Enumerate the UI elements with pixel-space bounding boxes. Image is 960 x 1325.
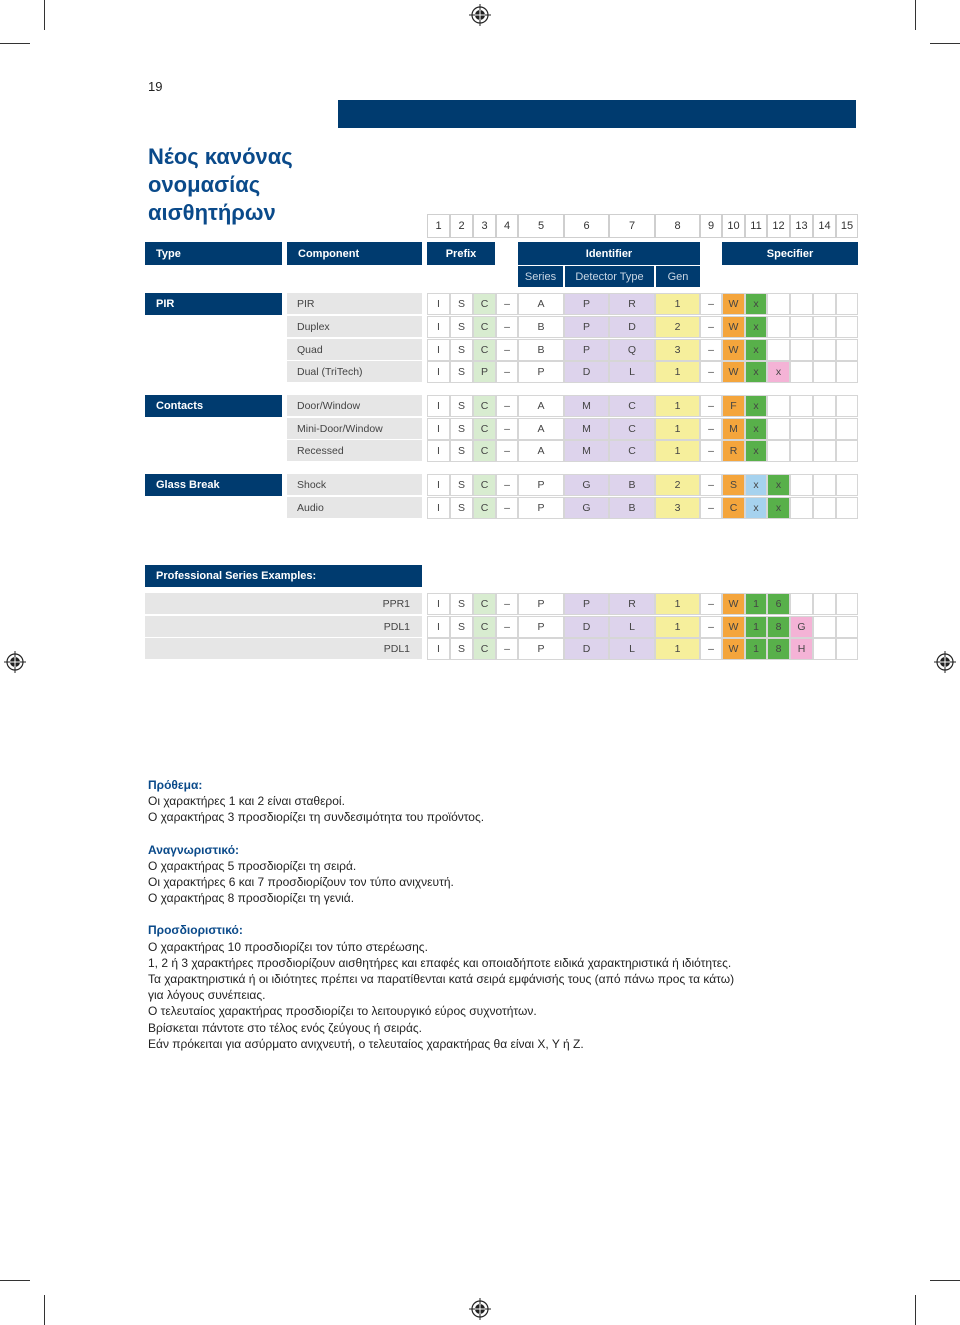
code-cell: – (700, 395, 722, 417)
registration-mark-icon (469, 4, 491, 26)
crop-mark (0, 1280, 30, 1281)
code-cell: x (745, 418, 767, 440)
code-cell: M (722, 418, 745, 440)
code-cell: – (700, 440, 722, 462)
registration-mark-icon (934, 651, 956, 673)
identifier-heading: Αναγνωριστικό: (148, 842, 240, 857)
header-prefix: Prefix (427, 242, 495, 265)
code-cell (790, 474, 813, 496)
code-cell: – (496, 638, 518, 660)
code-cell (836, 395, 858, 417)
code-cell (836, 293, 858, 315)
registration-mark-icon (469, 1298, 491, 1320)
subheader-detector-type: Detector Type (564, 265, 654, 287)
prefix-line: Οι χαρακτήρες 1 και 2 είναι σταθεροί. (148, 794, 345, 809)
component-cell: Audio (287, 497, 422, 519)
code-cell: – (496, 316, 518, 338)
code-cell: S (722, 474, 745, 496)
code-cell: – (496, 339, 518, 361)
column-number: 4 (496, 214, 518, 238)
code-cell: I (427, 616, 450, 638)
code-cell: x (745, 316, 767, 338)
code-cell (836, 440, 858, 462)
code-cell: M (564, 440, 609, 462)
component-cell: Door/Window (287, 395, 422, 417)
crop-mark (44, 0, 45, 30)
code-cell: C (609, 418, 655, 440)
column-number: 7 (609, 214, 655, 238)
code-cell: C (473, 474, 496, 496)
code-cell: C (473, 395, 496, 417)
code-cell: x (745, 395, 767, 417)
code-cell: D (564, 638, 609, 660)
code-cell (813, 339, 836, 361)
component-cell: Quad (287, 339, 422, 361)
example-name-cell: PPR1 (145, 593, 422, 615)
code-cell (836, 593, 858, 615)
code-cell: A (518, 440, 564, 462)
code-cell: x (745, 474, 767, 496)
header-type: Type (145, 242, 282, 265)
header-identifier: Identifier (518, 242, 700, 265)
code-cell: B (609, 497, 655, 519)
code-cell: – (700, 418, 722, 440)
code-cell: 8 (767, 638, 790, 660)
group-label: Glass Break (145, 474, 282, 496)
code-cell: C (473, 293, 496, 315)
component-cell: Mini-Door/Window (287, 418, 422, 440)
code-cell (813, 616, 836, 638)
code-cell: x (767, 497, 790, 519)
code-cell: W (722, 293, 745, 315)
code-cell (836, 616, 858, 638)
code-cell: P (564, 293, 609, 315)
code-cell: 1 (655, 593, 700, 615)
code-cell: S (450, 593, 473, 615)
code-cell: A (518, 293, 564, 315)
code-cell: A (518, 418, 564, 440)
specifier-line: 1, 2 ή 3 χαρακτήρες προσδιορίζουν αισθητήρες και επαφές και οποιαδήποτε ειδικά χαρακτηριστικά ή ιδιότητες. (148, 955, 732, 970)
code-cell: L (609, 616, 655, 638)
code-cell: I (427, 474, 450, 496)
identifier-line: Ο χαρακτήρας 5 προσδιορίζει τη σειρά. (148, 858, 357, 873)
code-cell: 1 (655, 440, 700, 462)
code-cell: C (609, 395, 655, 417)
code-cell: x (767, 474, 790, 496)
code-cell: 2 (655, 316, 700, 338)
code-cell: S (450, 293, 473, 315)
code-cell: 2 (655, 474, 700, 496)
code-cell: – (700, 474, 722, 496)
code-cell: C (473, 616, 496, 638)
code-cell: P (518, 638, 564, 660)
code-cell (813, 440, 836, 462)
registration-mark-icon (4, 651, 26, 673)
code-cell: B (518, 316, 564, 338)
code-cell: x (745, 361, 767, 383)
column-number: 8 (655, 214, 700, 238)
code-cell: 1 (745, 638, 767, 660)
specifier-line: Ο χαρακτήρας 10 προσδιορίζει τον τύπο στερέωσης. (148, 939, 428, 954)
code-cell: – (700, 316, 722, 338)
specifier-line: Εάν πρόκειται για ασύρματο ανιχνευτή, ο τελευταίος χαρακτήρας θα είναι X, Y ή Z. (148, 1036, 584, 1051)
page-number: 19 (148, 79, 163, 94)
code-cell: 1 (745, 616, 767, 638)
code-cell: 1 (655, 361, 700, 383)
code-cell: R (609, 293, 655, 315)
code-cell: S (450, 316, 473, 338)
code-cell: – (496, 497, 518, 519)
code-cell: B (609, 474, 655, 496)
code-cell: P (518, 361, 564, 383)
code-cell: 1 (655, 395, 700, 417)
code-cell: W (722, 593, 745, 615)
code-cell: I (427, 440, 450, 462)
prefix-line: Ο χαρακτήρας 3 προσδιορίζει τη συνδεσιμότητα του προϊόντος. (148, 810, 485, 825)
code-cell: A (518, 395, 564, 417)
code-cell: S (450, 638, 473, 660)
code-cell: x (745, 339, 767, 361)
column-number: 13 (790, 214, 813, 238)
examples-label: Professional Series Examples: (145, 565, 422, 587)
code-cell: C (473, 316, 496, 338)
code-cell: S (450, 497, 473, 519)
code-cell: C (722, 497, 745, 519)
specifier-line: Βρίσκεται πάντοτε στο τέλος ενός ζεύγους ή σειράς. (148, 1020, 422, 1035)
code-cell (767, 418, 790, 440)
code-cell (767, 440, 790, 462)
code-cell (836, 497, 858, 519)
code-cell: M (564, 418, 609, 440)
code-cell: – (700, 339, 722, 361)
code-cell: I (427, 361, 450, 383)
example-name-cell: PDL1 (145, 616, 422, 638)
column-number: 6 (564, 214, 609, 238)
code-cell (790, 418, 813, 440)
code-cell: – (496, 361, 518, 383)
code-cell: x (745, 440, 767, 462)
code-cell (790, 440, 813, 462)
code-cell: R (609, 593, 655, 615)
code-cell (836, 361, 858, 383)
code-cell (790, 361, 813, 383)
column-number: 12 (767, 214, 790, 238)
code-cell: L (609, 638, 655, 660)
code-cell: – (496, 593, 518, 615)
code-cell: W (722, 616, 745, 638)
code-cell (767, 293, 790, 315)
code-cell (790, 497, 813, 519)
code-cell: W (722, 638, 745, 660)
code-cell (813, 474, 836, 496)
code-cell: – (700, 638, 722, 660)
code-cell: B (518, 339, 564, 361)
code-cell (836, 418, 858, 440)
code-cell: x (745, 293, 767, 315)
code-cell: S (450, 440, 473, 462)
code-cell: C (473, 440, 496, 462)
header-band (338, 100, 856, 128)
subheader-series: Series (518, 265, 563, 287)
code-cell: C (473, 593, 496, 615)
code-cell: I (427, 293, 450, 315)
code-cell: L (609, 361, 655, 383)
code-cell: C (473, 497, 496, 519)
group-label: Contacts (145, 395, 282, 417)
column-number: 5 (518, 214, 564, 238)
code-cell: P (564, 593, 609, 615)
code-cell: – (700, 616, 722, 638)
code-cell: D (564, 616, 609, 638)
code-cell: G (790, 616, 813, 638)
notes-section (148, 777, 848, 1052)
code-cell: P (564, 316, 609, 338)
code-cell: – (496, 440, 518, 462)
code-cell: P (518, 497, 564, 519)
code-cell: H (790, 638, 813, 660)
specifier-heading: Προσδιοριστικό: (148, 923, 243, 938)
code-cell: 3 (655, 497, 700, 519)
code-cell: G (564, 474, 609, 496)
code-cell: S (450, 616, 473, 638)
code-cell: G (564, 497, 609, 519)
column-number: 1 (427, 214, 450, 238)
code-cell: P (518, 593, 564, 615)
code-cell: S (450, 395, 473, 417)
code-cell: S (450, 339, 473, 361)
column-number: 9 (700, 214, 722, 238)
code-cell (790, 316, 813, 338)
code-cell (813, 395, 836, 417)
code-cell: W (722, 339, 745, 361)
crop-mark (915, 1295, 916, 1325)
code-cell: I (427, 593, 450, 615)
code-cell: S (450, 474, 473, 496)
code-cell: W (722, 361, 745, 383)
code-cell: – (700, 293, 722, 315)
column-number: 10 (722, 214, 745, 238)
code-cell (836, 638, 858, 660)
code-cell: D (564, 361, 609, 383)
prefix-heading: Πρόθεμα: (148, 778, 203, 792)
code-cell (813, 316, 836, 338)
header-component: Component (287, 242, 422, 265)
code-cell: 1 (655, 293, 700, 315)
code-cell: – (700, 593, 722, 615)
code-cell: – (496, 293, 518, 315)
code-cell: I (427, 395, 450, 417)
specifier-line: για λόγους συνέπειας. (148, 988, 266, 1003)
subheader-gen: Gen (655, 265, 700, 287)
code-cell (813, 638, 836, 660)
code-cell (836, 474, 858, 496)
code-cell: – (496, 395, 518, 417)
crop-mark (44, 1295, 45, 1325)
code-cell: F (722, 395, 745, 417)
code-cell (813, 593, 836, 615)
code-cell: P (518, 616, 564, 638)
code-cell (790, 593, 813, 615)
code-cell: – (700, 497, 722, 519)
code-cell: S (450, 418, 473, 440)
column-number: 11 (745, 214, 767, 238)
crop-mark (915, 0, 916, 30)
code-cell (813, 293, 836, 315)
header-specifier: Specifier (722, 242, 858, 265)
code-cell: P (518, 474, 564, 496)
code-cell (767, 395, 790, 417)
code-cell (813, 497, 836, 519)
code-cell: I (427, 497, 450, 519)
crop-mark (930, 43, 960, 44)
column-number: 2 (450, 214, 473, 238)
component-cell: Dual (TriTech) (287, 361, 422, 383)
code-cell: – (496, 474, 518, 496)
code-cell: M (564, 395, 609, 417)
code-cell: C (609, 440, 655, 462)
code-cell (790, 395, 813, 417)
code-cell: 1 (655, 616, 700, 638)
code-cell: 1 (745, 593, 767, 615)
code-cell: – (496, 418, 518, 440)
code-cell: x (745, 497, 767, 519)
specifier-line: Ο τελευταίος χαρακτήρας προσδιορίζει το λειτουργικό εύρος συχνοτήτων. (148, 1004, 537, 1019)
column-number: 14 (813, 214, 836, 238)
identifier-line: Ο χαρακτήρας 8 προσδιορίζει τη γενιά. (148, 891, 355, 906)
column-number: 15 (836, 214, 858, 238)
code-cell: P (564, 339, 609, 361)
code-cell (790, 293, 813, 315)
code-cell: I (427, 418, 450, 440)
code-cell (767, 316, 790, 338)
code-cell: 6 (767, 593, 790, 615)
code-cell (836, 339, 858, 361)
component-cell: PIR (287, 293, 422, 315)
code-cell: Q (609, 339, 655, 361)
code-cell: 1 (655, 638, 700, 660)
code-cell (790, 339, 813, 361)
code-cell: – (496, 616, 518, 638)
identifier-line: Οι χαρακτήρες 6 και 7 προσδιορίζουν τον τύπο ανιχνευτή. (148, 875, 454, 890)
crop-mark (930, 1280, 960, 1281)
code-cell: D (609, 316, 655, 338)
code-cell (813, 418, 836, 440)
code-cell: C (473, 638, 496, 660)
code-cell: – (700, 361, 722, 383)
code-cell: 8 (767, 616, 790, 638)
code-cell: x (767, 361, 790, 383)
component-cell: Recessed (287, 440, 422, 462)
code-cell: I (427, 316, 450, 338)
code-cell: C (473, 339, 496, 361)
column-number: 3 (473, 214, 496, 238)
code-cell: W (722, 316, 745, 338)
code-cell: I (427, 339, 450, 361)
code-cell (767, 339, 790, 361)
code-cell (813, 361, 836, 383)
component-cell: Shock (287, 474, 422, 496)
crop-mark (0, 43, 30, 44)
example-name-cell: PDL1 (145, 638, 422, 660)
code-cell: I (427, 638, 450, 660)
code-cell: P (473, 361, 496, 383)
code-cell: R (722, 440, 745, 462)
code-cell (836, 316, 858, 338)
specifier-line: Τα χαρακτηριστικά ή οι ιδιότητες πρέπει να παρατίθενται κατά σειρά εμφάνισής τους (από πάνω προς τα κάτω) (148, 972, 735, 987)
code-cell: 1 (655, 418, 700, 440)
code-cell: 3 (655, 339, 700, 361)
code-cell: C (473, 418, 496, 440)
code-cell: S (450, 361, 473, 383)
component-cell: Duplex (287, 316, 422, 338)
page-title: Νέος κανόνας ονομασίας αισθητήρων (148, 144, 293, 225)
group-label: PIR (145, 293, 282, 315)
